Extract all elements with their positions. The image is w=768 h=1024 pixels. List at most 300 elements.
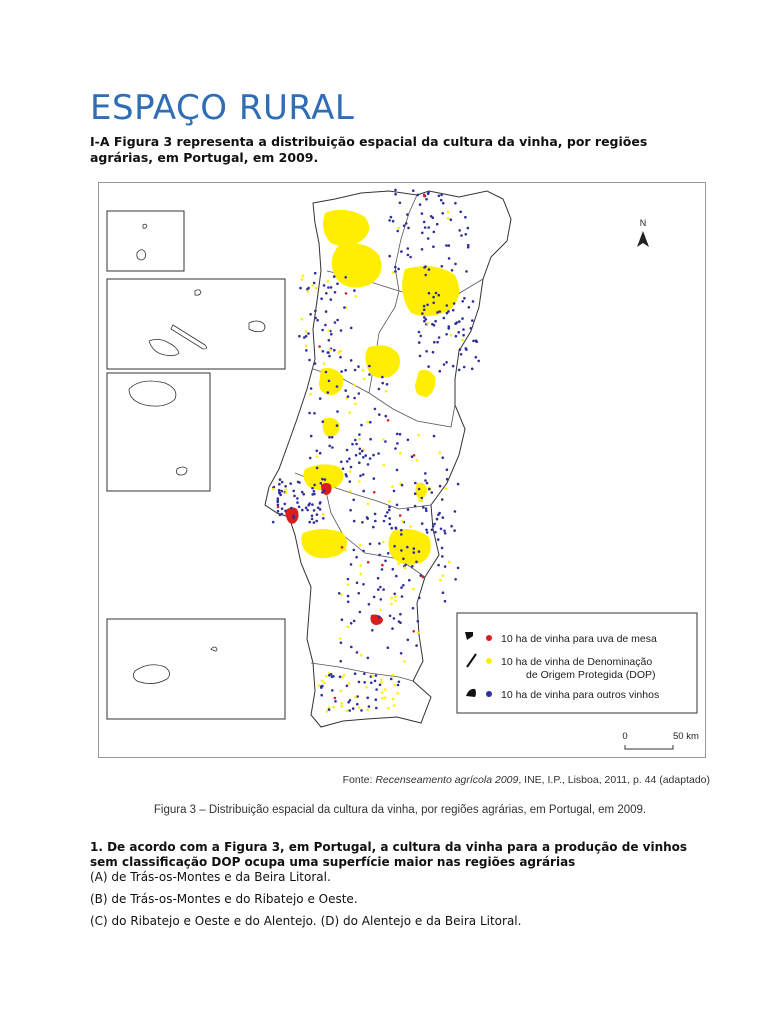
vineyard-dot	[354, 295, 357, 298]
vineyard-dot	[426, 304, 429, 307]
vineyard-dot	[359, 573, 362, 576]
vineyard-dot	[362, 583, 365, 586]
vineyard-dot	[316, 450, 319, 453]
vineyard-dot	[432, 245, 435, 248]
vineyard-dot	[393, 593, 396, 596]
vineyard-dot	[418, 597, 421, 600]
option-c: (C) do Ribatejo e Oeste e do Alentejo.	[90, 914, 317, 928]
vineyard-dot	[417, 620, 420, 623]
vineyard-dot	[408, 579, 411, 582]
vineyard-dot	[362, 490, 365, 493]
vineyard-dot	[441, 555, 444, 558]
vineyard-dot	[277, 500, 280, 503]
vineyard-dot	[315, 520, 318, 523]
vineyard-dot	[381, 697, 384, 700]
vineyard-dot	[390, 216, 393, 219]
vineyard-dot	[417, 631, 420, 634]
vineyard-dot	[319, 397, 322, 400]
vineyard-dot	[320, 482, 323, 485]
vineyard-dot	[436, 223, 439, 226]
vineyard-dot	[388, 500, 391, 503]
source-work: Recenseamento agrícola 2009	[375, 774, 519, 786]
vineyard-dot	[397, 692, 400, 695]
vineyard-dot	[397, 562, 400, 565]
vineyard-dot	[345, 292, 348, 295]
vineyard-dot	[446, 304, 449, 307]
vineyard-dot	[386, 511, 389, 514]
vineyard-dot	[346, 685, 349, 688]
vineyard-dot	[277, 506, 280, 509]
vineyard-dot	[403, 660, 406, 663]
vineyard-dot	[388, 255, 391, 258]
vineyard-dot	[387, 646, 390, 649]
vineyard-dot	[397, 227, 400, 230]
scale-bar	[622, 731, 699, 749]
vineyard-dot	[371, 675, 374, 678]
vineyard-dot	[368, 705, 371, 708]
vineyard-dot	[340, 329, 343, 332]
vineyard-dot	[355, 454, 358, 457]
vineyard-dot	[431, 323, 434, 326]
vineyard-dot	[367, 561, 370, 564]
vineyard-dot	[288, 514, 291, 517]
vineyard-dot	[350, 359, 353, 362]
vineyard-dot	[374, 520, 377, 523]
vineyard-dot	[331, 689, 334, 692]
vineyard-dot	[340, 370, 343, 373]
vineyard-dot	[348, 709, 351, 712]
vineyard-dot	[421, 212, 424, 215]
vineyard-dot	[396, 433, 399, 436]
vineyard-dot	[358, 433, 361, 436]
vineyard-dot	[472, 340, 475, 343]
vineyard-dot	[367, 503, 370, 506]
vineyard-dot	[324, 478, 327, 481]
vineyard-dot	[301, 509, 304, 512]
vineyard-dot	[372, 454, 375, 457]
vineyard-dot	[393, 545, 396, 548]
vineyard-dot	[321, 329, 324, 332]
vineyard-dot	[363, 378, 366, 381]
vineyard-dot	[362, 369, 365, 372]
vineyard-dot	[284, 510, 287, 513]
vineyard-dot	[384, 440, 387, 443]
vineyard-dot	[403, 224, 406, 227]
page-title: ESPAÇO RURAL	[90, 88, 355, 128]
vineyard-dot	[290, 507, 293, 510]
vineyard-dot	[392, 568, 395, 571]
vineyard-dot	[377, 588, 380, 591]
vineyard-dot	[358, 681, 361, 684]
vineyard-dot	[394, 193, 397, 196]
vineyard-dot	[334, 291, 337, 294]
vineyard-dot	[457, 483, 460, 486]
vineyard-dot	[277, 510, 280, 513]
vineyard-dot	[462, 334, 465, 337]
vineyard-dot	[439, 370, 442, 373]
option-c-d	[90, 914, 710, 929]
vineyard-dot	[369, 438, 372, 441]
vineyard-dot	[453, 529, 456, 532]
vineyard-dot	[454, 263, 457, 266]
vineyard-dot	[373, 596, 376, 599]
vineyard-dot	[284, 503, 287, 506]
vineyard-dot	[359, 474, 362, 477]
vineyard-dot	[428, 488, 431, 491]
vineyard-dot	[347, 578, 350, 581]
vineyard-dot	[394, 270, 397, 273]
vineyard-dot	[368, 365, 371, 368]
vineyard-dot	[315, 287, 318, 290]
vineyard-dot	[448, 257, 451, 260]
vineyard-dot	[325, 292, 328, 295]
vineyard-dot	[441, 212, 444, 215]
vineyard-dot	[406, 213, 409, 216]
vineyard-dot	[344, 549, 347, 552]
vineyard-dot	[313, 282, 316, 285]
vineyard-dot	[299, 287, 302, 290]
vineyard-dot	[467, 227, 470, 230]
vineyard-dot	[316, 513, 319, 516]
vineyard-dot	[367, 463, 370, 466]
vineyard-dot	[465, 347, 468, 350]
vineyard-dot	[415, 561, 418, 564]
vineyard-dot	[346, 449, 349, 452]
vineyard-dot	[380, 678, 383, 681]
vineyard-dot	[409, 525, 412, 528]
vineyard-dot	[432, 525, 435, 528]
vineyard-dot	[330, 298, 333, 301]
vineyard-dot	[435, 292, 438, 295]
vineyard-dot	[385, 390, 388, 393]
vineyard-dot	[353, 549, 356, 552]
vineyard-dot	[409, 256, 412, 259]
vineyard-dot	[322, 350, 325, 353]
vineyard-dot	[339, 676, 342, 679]
inset-box-azores-central	[107, 279, 285, 369]
vineyard-dot	[340, 461, 343, 464]
vineyard-dot	[272, 488, 275, 491]
vineyard-dot	[447, 217, 450, 220]
vineyard-dot	[442, 516, 445, 519]
vineyard-dot	[327, 330, 330, 333]
vineyard-dot	[314, 272, 317, 275]
vineyard-dot	[313, 484, 316, 487]
vineyard-dot	[443, 363, 446, 366]
vineyard-dot	[384, 515, 387, 518]
vineyard-dot	[399, 621, 402, 624]
north-label: N	[639, 218, 647, 228]
vineyard-dot	[378, 413, 381, 416]
vineyard-dot	[272, 521, 275, 524]
vineyard-dot	[425, 529, 428, 532]
vineyard-dot	[418, 550, 421, 553]
vineyard-dot	[395, 527, 398, 530]
vineyard-dot	[340, 593, 343, 596]
vineyard-dot	[424, 274, 427, 277]
vineyard-dot	[444, 565, 447, 568]
vineyard-dot	[341, 618, 344, 621]
vineyard-dot	[419, 203, 422, 206]
vineyard-dot	[407, 227, 410, 230]
vineyard-dot	[413, 547, 416, 550]
scale-end: 50 km	[673, 731, 699, 742]
vineyard-dot	[465, 233, 468, 236]
vineyard-dot	[439, 485, 442, 488]
vineyard-dot	[279, 514, 282, 517]
vineyard-dot	[320, 694, 323, 697]
vineyard-dot	[427, 365, 430, 368]
vineyard-dot	[470, 327, 473, 330]
vineyard-dot	[437, 513, 440, 516]
vineyard-dot	[460, 353, 463, 356]
vineyard-dot	[332, 706, 335, 709]
vineyard-dot	[425, 318, 428, 321]
vineyard-dot	[326, 280, 329, 283]
vineyard-dot	[446, 312, 449, 315]
vineyard-dot	[400, 533, 403, 536]
vineyard-dot	[406, 546, 409, 549]
vineyard-dot	[421, 248, 424, 251]
vineyard-dot	[388, 517, 391, 520]
vineyard-dot	[400, 586, 403, 589]
vineyard-dot	[356, 651, 359, 654]
vineyard-dot	[316, 319, 319, 322]
vineyard-dot	[404, 566, 407, 569]
vineyard-dot	[436, 518, 439, 521]
vineyard-dot	[361, 450, 364, 453]
vineyard-dot	[417, 194, 420, 197]
vineyard-dot	[428, 268, 431, 271]
vineyard-dot	[425, 509, 428, 512]
vineyard-dot	[394, 542, 397, 545]
vineyard-dot	[444, 600, 447, 603]
vineyard-dot	[441, 574, 444, 577]
vineyard-dot	[433, 341, 436, 344]
vineyard-dot	[454, 578, 457, 581]
vineyard-dot	[349, 699, 352, 702]
vineyard-dot	[325, 371, 328, 374]
vineyard-dot	[336, 385, 339, 388]
vineyard-dot	[353, 289, 356, 292]
vineyard-dot	[354, 403, 357, 406]
vineyard-dot	[353, 620, 356, 623]
vineyard-dot	[381, 382, 384, 385]
vineyard-dot	[324, 324, 327, 327]
vineyard-dot	[316, 455, 319, 458]
vineyard-dot	[323, 681, 326, 684]
vineyard-dot	[380, 598, 383, 601]
vineyard-dot	[387, 552, 390, 555]
vineyard-dot	[392, 271, 395, 274]
vineyard-dot	[289, 482, 292, 485]
vineyard-dot	[464, 216, 467, 219]
vineyard-dot	[305, 349, 308, 352]
vineyard-dot	[412, 607, 415, 610]
vineyard-dot	[393, 684, 396, 687]
vineyard-dot	[285, 488, 288, 491]
vineyard-dot	[280, 490, 283, 493]
vineyard-dot	[313, 490, 316, 493]
vineyard-dot	[349, 480, 352, 483]
vineyard-dot	[399, 452, 402, 455]
vineyard-dot	[407, 247, 410, 250]
vineyard-dot	[390, 678, 393, 681]
vineyard-dot	[321, 685, 324, 688]
vineyard-dot	[350, 466, 353, 469]
vineyard-dot	[301, 278, 304, 281]
vineyard-dot	[413, 551, 416, 554]
vineyard-dot	[328, 436, 331, 439]
vineyard-dot	[397, 268, 400, 271]
vineyard-dot	[440, 199, 443, 202]
vineyard-dot	[323, 284, 326, 287]
vineyard-dot	[328, 339, 331, 342]
vineyard-dot	[436, 311, 439, 314]
vineyard-dot	[348, 458, 351, 461]
vineyard-dot	[333, 275, 336, 278]
vineyard-dot	[401, 484, 404, 487]
vineyard-dot	[379, 684, 382, 687]
vineyard-dot	[445, 487, 448, 490]
vineyard-dot	[336, 282, 339, 285]
vineyard-dot	[419, 574, 422, 577]
vineyard-dot	[427, 193, 430, 196]
vineyard-dot	[349, 490, 352, 493]
vineyard-dot	[367, 421, 370, 424]
vineyard-dot	[279, 478, 282, 481]
vineyard-dot	[382, 588, 385, 591]
vineyard-dot	[454, 510, 457, 513]
vineyard-dot	[438, 336, 441, 339]
vineyard-dot	[450, 218, 453, 221]
vineyard-dot	[439, 579, 442, 582]
vineyard-dot	[341, 546, 344, 549]
vineyard-dot	[392, 698, 395, 701]
vineyard-dot	[344, 276, 347, 279]
vineyard-dot	[310, 387, 313, 390]
vineyard-dot	[367, 657, 370, 660]
vineyard-dot	[362, 456, 365, 459]
vineyard-dot	[368, 373, 371, 376]
vineyard-dot	[351, 443, 354, 446]
vineyard-dot	[404, 564, 407, 567]
vineyard-dot	[313, 509, 316, 512]
vineyard-dot	[374, 408, 377, 411]
vineyard-dot	[468, 306, 471, 309]
vineyard-dot	[394, 447, 397, 450]
vineyard-dot	[378, 542, 381, 545]
vineyard-dot	[401, 595, 404, 598]
vineyard-dot	[440, 194, 443, 197]
vineyard-dot	[434, 531, 437, 534]
vineyard-dot	[359, 611, 362, 614]
vineyard-dot	[392, 220, 395, 223]
vineyard-dot	[388, 506, 391, 509]
vineyard-dot	[423, 221, 426, 224]
vineyard-dot	[344, 389, 347, 392]
vineyard-dot	[307, 504, 310, 507]
vineyard-dot	[380, 681, 383, 684]
vineyard-dot	[425, 350, 428, 353]
legend-label-table: 10 ha de vinha para uva de mesa	[501, 633, 657, 645]
vineyard-dot	[355, 443, 358, 446]
vineyard-dot	[461, 317, 464, 320]
vineyard-dot	[305, 335, 308, 338]
source-note	[340, 774, 710, 786]
vineyard-dot	[340, 705, 343, 708]
vineyard-dot	[385, 415, 388, 418]
vineyard-dot	[353, 520, 356, 523]
vineyard-dot	[426, 322, 429, 325]
vineyard-dot	[307, 332, 310, 335]
vineyard-dot	[346, 710, 349, 713]
vineyard-dot	[384, 697, 387, 700]
vineyard-dot	[442, 591, 445, 594]
vineyard-dot	[363, 673, 366, 676]
island-outlines	[129, 224, 265, 683]
vineyard-dot	[434, 320, 437, 323]
vineyard-dot	[400, 529, 403, 532]
vineyard-dot	[428, 292, 431, 295]
vineyard-dot	[401, 520, 404, 523]
vineyard-dot	[375, 707, 378, 710]
vineyard-dot	[439, 451, 442, 454]
vineyard-dot	[433, 523, 436, 526]
vineyard-dot	[366, 709, 369, 712]
vineyard-dot	[352, 499, 355, 502]
vineyard-dot	[292, 516, 295, 519]
vineyard-dot	[293, 495, 296, 498]
vineyard-dot	[301, 318, 304, 321]
vineyard-dot	[381, 691, 384, 694]
vineyard-dot	[437, 538, 440, 541]
vineyard-dot	[407, 639, 410, 642]
vineyard-dot	[448, 561, 451, 564]
vineyard-dot	[327, 391, 330, 394]
vineyard-dot	[377, 577, 380, 580]
vineyard-dot	[394, 599, 397, 602]
vineyard-dot	[370, 682, 373, 685]
vineyard-dot	[393, 704, 396, 707]
vineyard-dot	[306, 509, 309, 512]
vineyard-dot	[472, 300, 475, 303]
vineyard-dot	[323, 362, 326, 365]
vineyard-dot	[356, 582, 359, 585]
vineyard-dot	[375, 688, 378, 691]
vineyard-dot	[432, 351, 435, 354]
vineyard-dot	[285, 491, 288, 494]
vineyard-dot	[394, 266, 397, 269]
vineyard-dot	[441, 498, 444, 501]
vineyard-dot	[336, 424, 339, 427]
vineyard-dot	[465, 270, 468, 273]
legend-label-dop: 10 ha de vinha de Denominação	[501, 656, 653, 668]
map-legend	[457, 613, 697, 713]
vineyard-dot	[308, 521, 311, 524]
vineyard-dot	[371, 629, 374, 632]
vineyard-dot	[310, 435, 313, 438]
vineyard-dot	[323, 489, 326, 492]
vineyard-dot	[318, 345, 321, 348]
vineyard-dot	[443, 530, 446, 533]
vineyard-dot	[446, 478, 449, 481]
vineyard-dot	[347, 601, 350, 604]
vineyard-dot	[437, 564, 440, 567]
vineyard-dot	[387, 419, 390, 422]
vineyard-dot	[430, 215, 433, 218]
vineyard-dot	[399, 202, 402, 205]
